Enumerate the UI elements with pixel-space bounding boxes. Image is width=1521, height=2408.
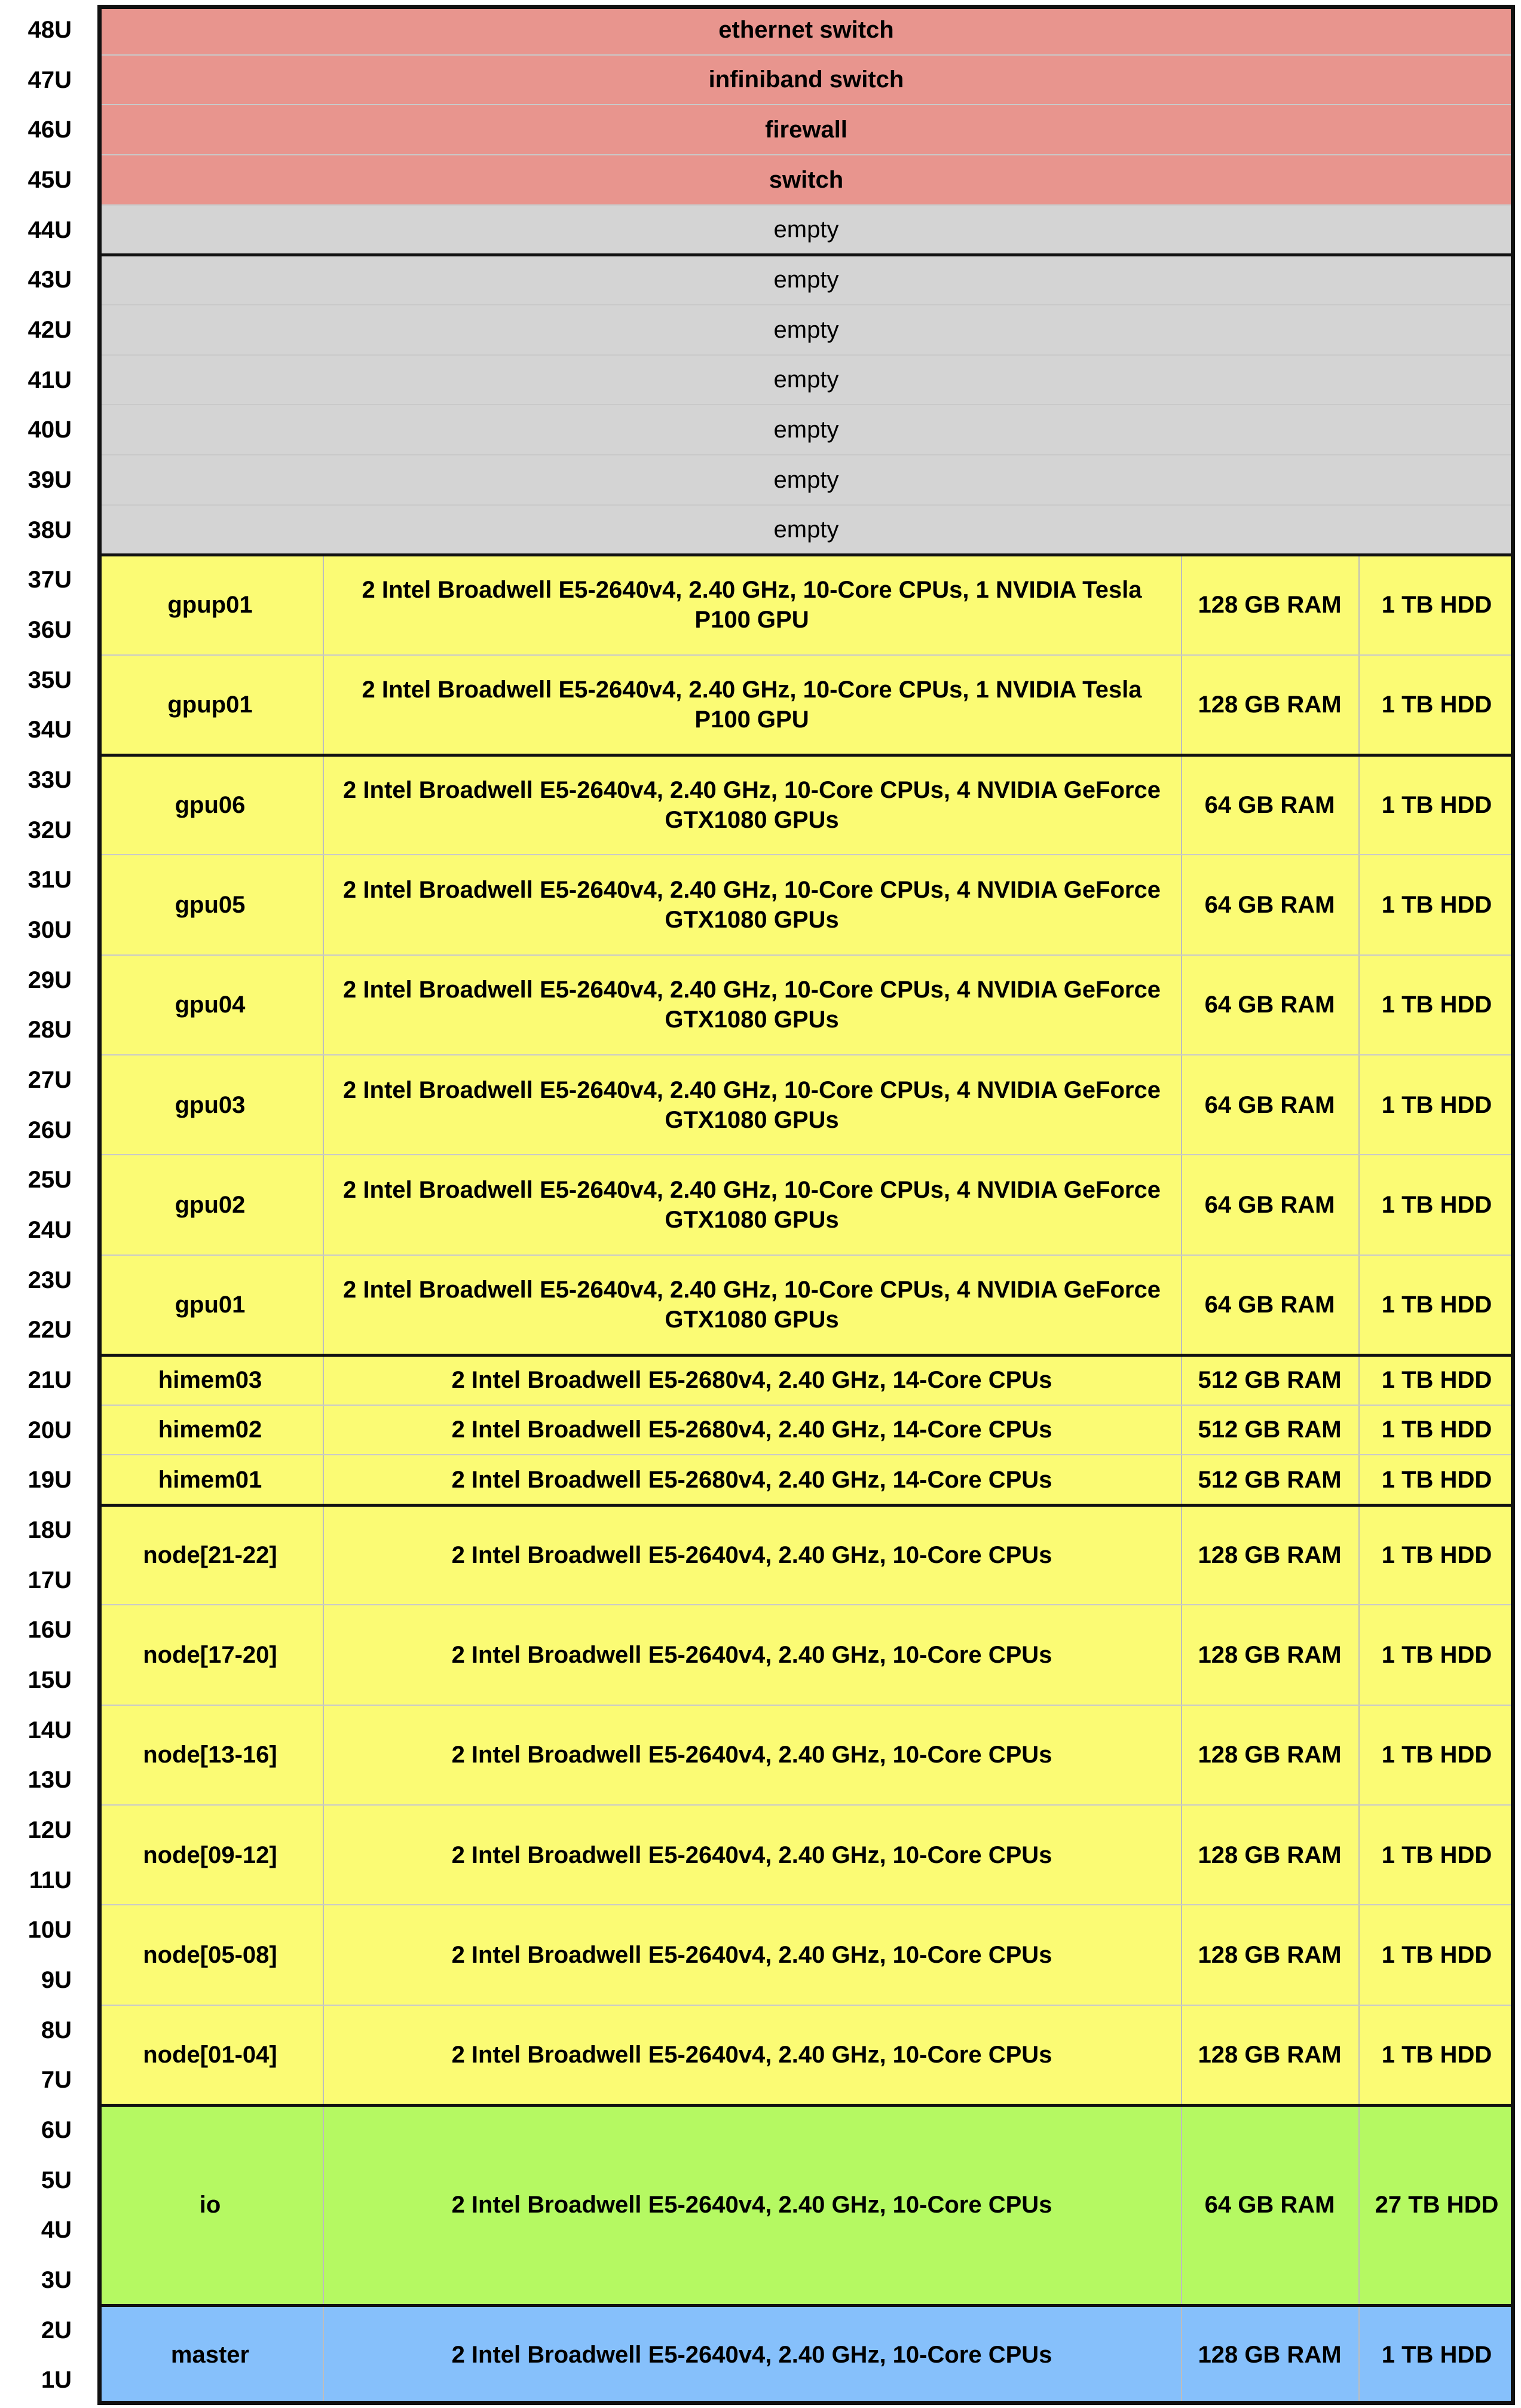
column-divider [1181,655,1182,755]
row-divider [97,504,1515,506]
column-divider [1358,955,1360,1055]
server-row [97,655,1515,755]
unit-label: 43U [27,267,72,293]
unit-label: 20U [27,1416,72,1443]
column-divider [323,555,324,654]
column-divider [323,1705,324,1805]
row-divider [97,1054,1515,1055]
rack-unit-labels [0,0,99,2408]
row-divider [97,1804,1515,1806]
network-device [97,105,1515,155]
column-divider [1181,1055,1182,1155]
server-row [97,1155,1515,1255]
server-disk: 1 TB HDD [1381,1941,1492,1968]
server-cpu: 2 Intel Broadwell E5-2640v4, 2.40 GHz, 10-Core CPUs, 4 NVIDIA GeForce GTX1080 GPUs [343,1277,1161,1333]
server-name: node[01-04] [143,2042,277,2069]
server-cpu: 2 Intel Broadwell E5-2680v4, 2.40 GHz, 14-Core CPUs [451,1467,1052,1494]
server-cpu: 2 Intel Broadwell E5-2680v4, 2.40 GHz, 14-Core CPUs [451,1416,1052,1443]
unit-label: 9U [41,1966,72,1993]
column-divider [323,1605,324,1705]
row-divider [97,2005,1515,2006]
network-device [97,155,1515,205]
unit-label: 35U [27,666,72,693]
server-ram: 128 GB RAM [1198,1742,1342,1768]
server-row [97,2105,1515,2305]
column-divider [323,1905,324,2005]
server-name: node[13-16] [143,1742,277,1768]
column-divider [1181,1255,1182,1355]
server-ram: 512 GB RAM [1198,1467,1342,1494]
server-disk: 1 TB HDD [1381,2042,1492,2069]
server-name: gpu04 [175,992,246,1018]
unit-label: 28U [27,1017,72,1044]
row-divider [97,1504,1515,1507]
column-divider [1358,855,1360,954]
column-divider [323,655,324,755]
empty-label: empty [773,267,839,293]
server-name: himem01 [158,1467,262,1494]
row-divider [97,854,1515,855]
server-name: himem03 [158,1366,262,1393]
server-name: gpup01 [167,591,253,618]
column-divider [1358,1055,1360,1155]
empty-slot [97,205,1515,255]
empty-slot [97,355,1515,405]
server-cpu: 2 Intel Broadwell E5-2680v4, 2.40 GHz, 14-Core CPUs [451,1366,1052,1393]
unit-label: 47U [27,66,72,93]
unit-label: 44U [27,216,72,243]
column-divider [1358,1405,1360,1455]
column-divider [1181,1605,1182,1705]
row-divider [97,1454,1515,1455]
column-divider [1181,855,1182,954]
column-divider [1181,1805,1182,1905]
unit-label: 32U [27,816,72,843]
network-device [97,5,1515,55]
column-divider [1358,1705,1360,1805]
server-name: gpu05 [175,891,246,918]
column-divider [323,2105,324,2305]
server-disk: 1 TB HDD [1381,1292,1492,1318]
server-row [97,555,1515,654]
empty-slot [97,305,1515,355]
server-ram: 64 GB RAM [1204,791,1335,818]
server-cpu: 2 Intel Broadwell E5-2640v4, 2.40 GHz, 10-Core CPUs [451,1641,1052,1668]
server-name: gpu03 [175,1091,246,1118]
column-divider [1358,1155,1360,1255]
server-disk: 1 TB HDD [1381,791,1492,818]
server-ram: 128 GB RAM [1198,1641,1342,1668]
server-ram: 128 GB RAM [1198,1941,1342,1968]
column-divider [1358,555,1360,654]
unit-label: 40U [27,417,72,443]
server-ram: 64 GB RAM [1204,992,1335,1018]
server-disk: 1 TB HDD [1381,692,1492,718]
unit-label: 45U [27,166,72,193]
unit-label: 7U [41,2067,72,2094]
server-ram: 512 GB RAM [1198,1416,1342,1443]
row-divider [97,1405,1515,1406]
server-disk: 1 TB HDD [1381,2342,1492,2369]
column-divider [1181,1455,1182,1505]
unit-label: 42U [27,316,72,343]
column-divider [1358,1605,1360,1705]
row-divider [97,354,1515,356]
unit-label: 46U [27,117,72,143]
server-ram: 128 GB RAM [1198,591,1342,618]
server-name: gpu01 [175,1292,246,1318]
server-row [97,855,1515,954]
server-ram: 128 GB RAM [1198,1841,1342,1868]
server-row [97,1805,1515,1905]
server-row [97,1355,1515,1405]
server-name: io [199,2192,221,2219]
column-divider [323,1055,324,1155]
server-disk: 1 TB HDD [1381,1091,1492,1118]
unit-label: 5U [41,2167,72,2193]
unit-label: 36U [27,616,72,643]
unit-label: 31U [27,867,72,894]
column-divider [1181,1405,1182,1455]
row-divider [97,154,1515,155]
server-disk: 1 TB HDD [1381,1191,1492,1218]
server-row [97,755,1515,855]
column-divider [1181,1505,1182,1605]
server-name: himem02 [158,1416,262,1443]
column-divider [1181,555,1182,654]
row-divider [97,454,1515,455]
server-row [97,1605,1515,1705]
unit-label: 34U [27,717,72,743]
server-cpu: 2 Intel Broadwell E5-2640v4, 2.40 GHz, 10-Core CPUs, 4 NVIDIA GeForce GTX1080 GPUs [343,1076,1161,1133]
device-label: firewall [765,117,847,143]
unit-label: 1U [41,2367,72,2394]
server-name: gpu02 [175,1191,246,1218]
column-divider [1358,1455,1360,1505]
empty-label: empty [773,466,839,493]
server-name: node[09-12] [143,1841,277,1868]
server-ram: 64 GB RAM [1204,1191,1335,1218]
server-cpu: 2 Intel Broadwell E5-2640v4, 2.40 GHz, 10-Core CPUs [451,2192,1052,2219]
empty-label: empty [773,316,839,343]
server-disk: 1 TB HDD [1381,1366,1492,1393]
server-ram: 64 GB RAM [1204,2192,1335,2219]
network-device [97,55,1515,105]
column-divider [1181,755,1182,855]
server-disk: 1 TB HDD [1381,591,1492,618]
unit-label: 19U [27,1467,72,1494]
server-cpu: 2 Intel Broadwell E5-2640v4, 2.40 GHz, 10-Core CPUs, 1 NVIDIA Tesla P100 GPU [362,677,1142,733]
server-disk: 1 TB HDD [1381,1841,1492,1868]
unit-label: 27U [27,1066,72,1093]
column-divider [1358,1255,1360,1355]
server-cpu: 2 Intel Broadwell E5-2640v4, 2.40 GHz, 10-Core CPUs [451,1841,1052,1868]
column-divider [1358,1355,1360,1405]
unit-label: 8U [41,2017,72,2043]
server-disk: 1 TB HDD [1381,1641,1492,1668]
unit-label: 2U [41,2317,72,2343]
row-divider [97,1154,1515,1155]
server-row [97,1405,1515,1455]
unit-label: 21U [27,1366,72,1393]
server-name: node[21-22] [143,1541,277,1568]
column-divider [1181,955,1182,1055]
row-divider [97,54,1515,56]
column-divider [1358,1805,1360,1905]
unit-label: 11U [29,1867,72,1893]
server-disk: 27 TB HDD [1375,2192,1499,2219]
server-cpu: 2 Intel Broadwell E5-2640v4, 2.40 GHz, 10-Core CPUs [451,2342,1052,2369]
device-label: switch [769,166,844,193]
server-disk: 1 TB HDD [1381,1541,1492,1568]
server-cpu: 2 Intel Broadwell E5-2640v4, 2.40 GHz, 10-Core CPUs [451,1541,1052,1568]
unit-label: 22U [27,1317,72,1344]
row-divider [97,1904,1515,1905]
row-divider [97,553,1515,556]
column-divider [323,1155,324,1255]
server-cpu: 2 Intel Broadwell E5-2640v4, 2.40 GHz, 10-Core CPUs, 4 NVIDIA GeForce GTX1080 GPUs [343,776,1161,833]
column-divider [323,955,324,1055]
row-divider [97,754,1515,757]
empty-label: empty [773,216,839,243]
unit-label: 3U [41,2266,72,2293]
server-row [97,955,1515,1055]
row-divider [97,1255,1515,1256]
column-divider [1358,2005,1360,2105]
empty-slot [97,505,1515,555]
unit-label: 48U [27,16,72,43]
column-divider [323,1805,324,1905]
column-divider [323,1405,324,1455]
server-ram: 128 GB RAM [1198,2042,1342,2069]
server-row [97,1255,1515,1355]
column-divider [1358,1905,1360,2005]
server-cpu: 2 Intel Broadwell E5-2640v4, 2.40 GHz, 10-Core CPUs, 4 NVIDIA GeForce GTX1080 GPUs [343,876,1161,933]
column-divider [323,2005,324,2105]
server-cpu: 2 Intel Broadwell E5-2640v4, 2.40 GHz, 10-Core CPUs [451,2042,1052,2069]
column-divider [323,1505,324,1605]
row-divider [97,2104,1515,2107]
unit-label: 15U [27,1666,72,1693]
column-divider [1181,2305,1182,2405]
column-divider [1358,2105,1360,2305]
unit-label: 12U [27,1816,72,1843]
server-cpu: 2 Intel Broadwell E5-2640v4, 2.40 GHz, 10-Core CPUs [451,1941,1052,1968]
empty-slot [97,455,1515,505]
row-divider [97,204,1515,206]
unit-label: 26U [27,1116,72,1143]
row-divider [97,2304,1515,2307]
server-ram: 64 GB RAM [1204,1292,1335,1318]
column-divider [1181,1905,1182,2005]
column-divider [1358,1505,1360,1605]
empty-label: empty [773,366,839,393]
unit-label: 30U [27,916,72,943]
server-rack [97,5,1515,2405]
server-name: master [170,2342,250,2369]
unit-label: 6U [41,2116,72,2143]
column-divider [323,2305,324,2405]
server-row [97,1905,1515,2005]
server-row [97,1505,1515,1605]
server-ram: 512 GB RAM [1198,1366,1342,1393]
row-divider [97,104,1515,105]
column-divider [323,755,324,855]
unit-label: 10U [27,1917,72,1944]
empty-label: empty [773,516,839,543]
column-divider [323,1455,324,1505]
server-disk: 1 TB HDD [1381,891,1492,918]
server-ram: 128 GB RAM [1198,2342,1342,2369]
unit-label: 24U [27,1216,72,1243]
server-ram: 128 GB RAM [1198,692,1342,718]
row-divider [97,1354,1515,1357]
unit-label: 33U [27,766,72,793]
unit-label: 38U [27,516,72,543]
server-ram: 128 GB RAM [1198,1541,1342,1568]
column-divider [1181,1155,1182,1255]
server-cpu: 2 Intel Broadwell E5-2640v4, 2.40 GHz, 10-Core CPUs, 1 NVIDIA Tesla P100 GPU [362,576,1142,633]
unit-label: 16U [27,1617,72,1644]
row-divider [97,304,1515,305]
server-cpu: 2 Intel Broadwell E5-2640v4, 2.40 GHz, 10-Core CPUs [451,1742,1052,1768]
server-name: node[17-20] [143,1641,277,1668]
column-divider [323,1255,324,1355]
row-divider [97,404,1515,405]
server-name: gpup01 [167,692,253,718]
server-disk: 1 TB HDD [1381,992,1492,1018]
unit-label: 29U [27,966,72,993]
server-row [97,2305,1515,2405]
column-divider [1181,1355,1182,1405]
unit-label: 25U [27,1167,72,1194]
column-divider [1181,2105,1182,2305]
row-divider [97,654,1515,656]
unit-label: 39U [27,466,72,493]
unit-label: 18U [27,1516,72,1543]
column-divider [1358,2305,1360,2405]
unit-label: 37U [27,567,72,593]
server-ram: 64 GB RAM [1204,1091,1335,1118]
server-row [97,1055,1515,1155]
server-name: gpu06 [175,791,246,818]
column-divider [323,1355,324,1405]
server-name: node[05-08] [143,1941,277,1968]
server-disk: 1 TB HDD [1381,1467,1492,1494]
server-cpu: 2 Intel Broadwell E5-2640v4, 2.40 GHz, 10-Core CPUs, 4 NVIDIA GeForce GTX1080 GPUs [343,1176,1161,1233]
row-divider [97,1604,1515,1605]
empty-slot [97,405,1515,455]
column-divider [323,855,324,954]
server-cpu: 2 Intel Broadwell E5-2640v4, 2.40 GHz, 10-Core CPUs, 4 NVIDIA GeForce GTX1080 GPUs [343,977,1161,1033]
server-disk: 1 TB HDD [1381,1742,1492,1768]
server-disk: 1 TB HDD [1381,1416,1492,1443]
device-label: infiniband switch [708,66,904,93]
unit-label: 41U [27,366,72,393]
row-divider [97,954,1515,956]
column-divider [1358,655,1360,755]
column-divider [1181,1705,1182,1805]
column-divider [1358,755,1360,855]
unit-label: 17U [27,1566,72,1593]
server-ram: 64 GB RAM [1204,891,1335,918]
unit-label: 23U [27,1266,72,1293]
row-divider [97,253,1515,256]
server-row [97,2005,1515,2105]
server-row [97,1705,1515,1805]
unit-label: 13U [27,1767,72,1794]
row-divider [97,1705,1515,1706]
column-divider [1181,2005,1182,2105]
device-label: ethernet switch [718,16,894,43]
unit-label: 4U [41,2217,72,2244]
empty-slot [97,255,1515,305]
server-row [97,1455,1515,1505]
unit-label: 14U [27,1716,72,1743]
empty-label: empty [773,417,839,443]
